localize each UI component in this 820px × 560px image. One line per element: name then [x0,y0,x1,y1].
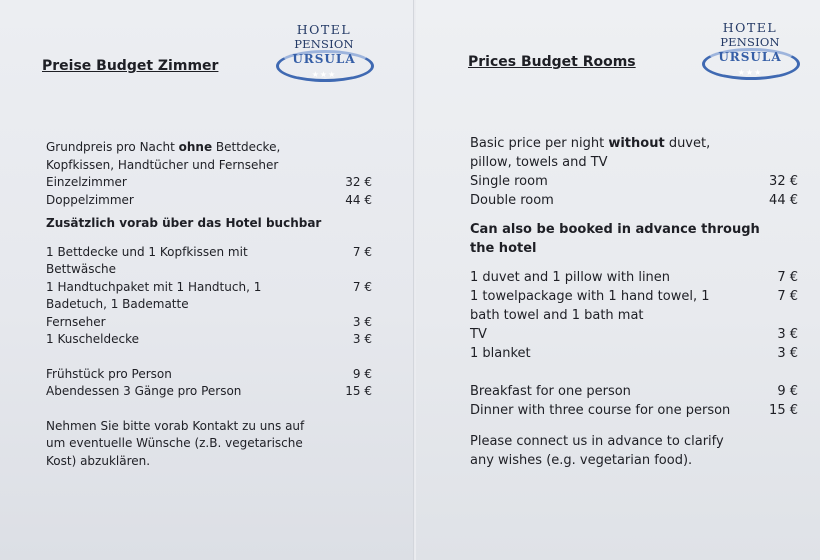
meal-row: Dinner with three course for one person 15 € [470,403,798,418]
page-title: Prices Budget Rooms [468,54,636,70]
price-list [46,139,372,470]
room-row: Doppelzimmer 44 € [46,192,372,207]
intro-line: Grundpreis pro Nacht ohne Bettdecke, [46,140,281,154]
intro-line: Kopfkissen, Handtücher und Fernseher [46,157,279,172]
meal-row: Abendessen 3 Gänge pro Person 15 € [46,384,372,398]
intro-line: Basic price per night without duvet, [470,136,711,151]
star-rating: ★★★ [737,68,763,77]
contact-note: Please connect us in advance to clarify any wishes (e.g. vegetarian food). [470,434,724,468]
extra-row: 1 Handtuchpaket mit 1 Handtuch, 1 Badetuch, 1 Badematte 7 € [46,279,372,311]
hotel-logo: HOTEL PENSION URSULA ★★★ [274,22,374,84]
meal-row: Breakfast for one person 9 € [470,384,798,399]
extra-row: 1 towelpackage with 1 hand towel, 1 bath towel and 1 bath mat 7 € [470,289,798,323]
extra-row: 1 blanket 3 € [470,346,798,361]
extra-row: Fernseher 3 € [46,314,372,329]
meal-row: Frühstück pro Person 9 € [46,366,372,381]
extra-row: 1 duvet and 1 pillow with linen 7 € [470,270,798,285]
star-rating: ★★★ [311,70,337,79]
extras-heading: Zusätzlich vorab über das Hotel buchbar [46,216,322,230]
extra-row: 1 Kuscheldecke 3 € [46,332,372,346]
room-row: Single room 32 € [470,174,798,189]
english-price-sheet [416,0,820,560]
page-title: Preise Budget Zimmer [42,58,219,74]
extra-row: 1 Bettdecke und 1 Kopfkissen mit Bettwäsche 7 € [46,244,372,276]
extras-heading: Can also be booked in advance through the hotel [470,222,760,256]
extra-row: TV 3 € [470,327,798,342]
room-row: Einzelzimmer 32 € [46,175,372,189]
room-row: Double room 44 € [470,193,798,208]
intro-line: pillow, towels and TV [470,155,608,170]
contact-note: Nehmen Sie bitte vorab Kontakt zu uns auf um eventuelle Wünsche (z.B. vegetarische Kost) abzuklären. [46,418,305,468]
price-list [470,134,798,470]
hotel-logo: HOTEL PENSION URSULA ★★★ [700,20,800,82]
